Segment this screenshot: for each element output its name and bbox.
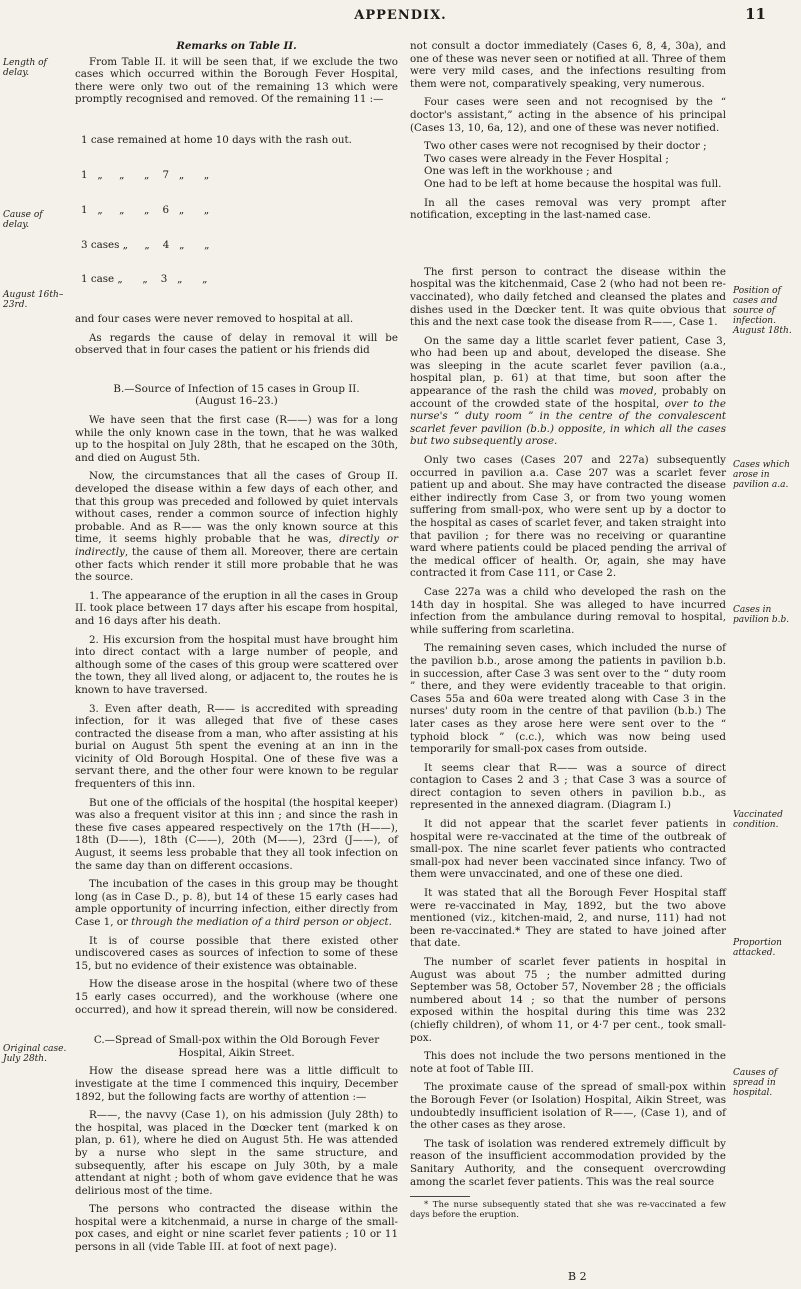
paragraph-c2: R——, the navvy (Case 1), on his admission (July 28th) to the hospital, was placed in the Dœcker tent (marked k on plan, p. 61), where he died on August 5th. He was attended by a nurse who slept in the same structure, and subsequently, after his escape on July 30th, by a male attendant at night ; both of whom gave evidence that he was delirious most of the time. [75, 1109, 398, 1197]
list-item: One had to be left at home because the hospital was full. [424, 177, 722, 190]
paragraph-b7: The incubation of the cases in this group may be thought long (as in Case D., p. 8), but 14 of these 15 early cases had ample opportunity of incurring infection, either directly from Case 1, or through the mediation of a third person or object. [75, 878, 398, 928]
margin-note-cases-pavilion-bb: Cases in pavilion b.b. [733, 605, 790, 625]
section-c-title: C.—Spread of Small-pox within the Old Borough Fever Hospital, Aikin Street. [93, 1034, 380, 1059]
paragraph-length-end: and four cases were never removed to hospital at all. [75, 313, 354, 326]
section-b-title: B.—Source of Infection of 15 cases in Group II. [113, 382, 360, 395]
paragraph-r7: Case 227a was a child who developed the rash on the 14th day in hospital. She was alleged to have incurred infection from the ambulance during removal to hospital, while suffering from scarletina. [410, 585, 726, 636]
paragraph-c1: How the disease spread here was a little difficult to investigate at the time I commenced this inquiry, December 1892, but the following facts are worthy of attention :— [75, 1065, 398, 1103]
margin-note-proportion-attacked: Proportion attacked. [733, 938, 782, 958]
paragraph-b4: 2. His excursion from the hospital must have brought him into direct contact with a large number of people, and although some of the cases of this group were scattered over the town, they all lived along, or adjacent to, the routes he is known to have traversed. [75, 633, 398, 696]
paragraph-r4: The first person to contract the disease within the hospital was the kitchenmaid, Case 2 (who had not been re-vaccinated), who daily fetched and cleansed the plates and dishes used in the Dœcker tent. It was quite obvious that this and the next case took the disease from R——, Case 1. [410, 265, 726, 329]
paragraph-r2: Four cases were seen and not recognised by the “ doctor's assistant,” acting in the absence of his principal (Cases 13, 10, 6a, 12), and one of these was never notified. [410, 96, 726, 134]
delay-table-row: 1 „ „ „ 7 „ „ [81, 168, 210, 181]
paragraph-length: From Table II. it will be seen that, if we exclude the two cases which occurred within the Borough Fever Hospital, there were only two out of the remaining 13 which were promptly recognised and removed. Of the remaining 11 :— [75, 55, 398, 106]
margin-note-cases-pavilion-aa: Cases which arose in pavilion a.a. [733, 460, 790, 490]
paragraph-cause: As regards the cause of delay in removal it will be observed that in four cases the patient or his friends did [75, 331, 398, 357]
paragraph-r15: The task of isolation was rendered extremely difficult by reason of the insufficient accommodation provided by the Sanitary Authority, and the consequent overcrowding among the scarlet fever patients. This was the real source [410, 1137, 726, 1188]
remarks-heading: Remarks on Table II. [176, 40, 297, 52]
paragraph-r11: It was stated that all the Borough Fever Hospital staff were re-vaccinated in May, 1892, but the two above mentioned (viz., kitchen-maid, 2, and nurse, 111) had not been re-vaccinated.* They are stated to have joined after that date. [410, 887, 726, 950]
paragraph-b9: How the disease arose in the hospital (where two of these 15 early cases occurred), and the workhouse (where one occurred), and how it spread therein, will now be considered. [75, 978, 398, 1016]
paragraph-c3: The persons who contracted the disease within the hospital were a kitchenmaid, a nurse in charge of the small-pox cases, and eight or nine scarlet fever patients ; 10 or 11 persons in all (vide Table III. at foot of next page). [75, 1203, 398, 1254]
paragraph-r5: On the same day a little scarlet fever patient, Case 3, who had been up and about, developed the disease. She was sleeping in the acute scarlet fever pavilion (a.a., hospital plan, p. 61) at that time, but soon after the appearance of the rash the child was moved, probably on account of the crowded state of the hospital, over to the nurse's “ duty room ” in the centre of the convalescent scarlet fever pavilion (b.b.) opposite, in which all the cases but two subsequently arose. [410, 334, 727, 448]
list-item: Two cases were already in the Fever Hospital ; [424, 152, 669, 165]
signature-mark: B 2 [568, 1270, 587, 1283]
delay-table-row: 1 „ „ „ 6 „ „ [81, 203, 210, 216]
left-column [75, 40, 398, 1260]
paragraph-b8: It is of course possible that there existed other undiscovered cases as sources of infection to some of these 15, but no evidence of their existence was obtainable. [75, 934, 398, 972]
paragraph-r1: not consult a doctor immediately (Cases 6, 8, 4, 30a), and one of these was never seen or notified at all. Three of them were very mild cases, and the infections resulting from them were not, comparatively speaking, very numerous. [410, 40, 726, 90]
margin-note-august-dates: August 16th–23rd. [3, 290, 64, 310]
paragraph-b5: 3. Even after death, R—— is accredited with spreading infection, for it was alleged that five of these cases contracted the disease from a man, who after assisting at his burial on August 5th spent the evening at an inn in the vicinity of Old Borough Hospital. One of these five was a servant there, and the other four were known to be regular frequenters of this inn. [75, 702, 398, 791]
section-b-dates: (August 16–23.) [195, 395, 278, 408]
paragraph-b3: 1. The appearance of the eruption in all the cases in Group II. took place between 17 days after his escape from hospital, and 16 days after his death. [75, 589, 398, 627]
delay-table-row: 3 cases „ „ 4 „ „ [81, 238, 210, 251]
margin-note-position-of-cases: Position of cases and source of infection. August 18th. [733, 286, 792, 336]
page-number: 11 [745, 5, 766, 23]
margin-note-length-of-delay: Length of delay. [3, 58, 47, 78]
right-column [410, 40, 726, 1226]
paragraph-b2: Now, the circumstances that all the cases of Group II. developed the disease within a few days of each other, and that this group was preceded and followed by quiet intervals without cases, render a common source of infection highly probable. And as R—— was the only known source at this time, it seems highly probable that he was, directly or indirectly, the cause of them all. Moreover, there are certain other facts which render it still more probable that he was the source. [75, 470, 398, 584]
paragraph-r14: The proximate cause of the spread of small-pox within the Borough Fever (or Isolation) Hospital, Aikin Street, was undoubtedly insufficient isolation of R——, (Case 1), and of the other cases as they arose. [410, 1081, 726, 1132]
delay-table-row: 1 case remained at home 10 days with the rash out. [81, 134, 352, 147]
paragraph-r10: It did not appear that the scarlet fever patients in hospital were re-vaccinated at the time of the outbreak of small-pox. The nine scarlet fever patients who contracted small-pox had never been vaccinated since infancy. Two of them were unvaccinated, and one of these one died. [410, 818, 726, 881]
footnote-rule [410, 1196, 470, 1197]
list-item: Two other cases were not recognised by their doctor ; [424, 140, 707, 153]
paragraph-b1: We have seen that the first case (R——) was for a long while the only known case in the town, that he was walked up to the hospital on July 28th, that he escaped on the 30th, and died on August 5th. [75, 414, 398, 464]
margin-note-vaccinated-condition: Vaccinated condition. [733, 810, 783, 830]
delay-reasons-list [410, 140, 726, 190]
paragraph-r12: The number of scarlet fever patients in hospital in August was about 75 ; the number admitted during September was 58, October 57, November 28 ; the officials numbered about 14 ; so that the number of persons exposed within the hospital during this time was 232 (chiefly children), of whom 11, or 4·7 per cent., took small-pox. [410, 956, 726, 1044]
margin-note-causes-of-spread: Causes of spread in hospital. [733, 1068, 778, 1098]
paragraph-b6: But one of the officials of the hospital (the hospital keeper) was also a frequent visitor at this inn ; and since the rash in these five cases appeared respectively on the 17th (H——), 18th (D——), 18th (C——), 20th (M——), 23rd (J——), of August, it seems less probable that they all took infection on the same day than on different occasions. [75, 796, 398, 872]
delay-table [81, 112, 398, 309]
page-header-title: APPENDIX. [354, 8, 447, 23]
delay-table-row: 1 case „ „ 3 „ „ [81, 273, 208, 286]
paragraph-r9: It seems clear that R—— was a source of direct contagion to Cases 2 and 3 ; that Case 3 was a source of direct contagion to seven others in pavilion b.b., as represented in the annexed diagram. (Diagram I.) [410, 761, 726, 812]
paragraph-r13: This does not include the two persons mentioned in the note at foot of Table III. [410, 1050, 726, 1075]
paragraph-r6: Only two cases (Cases 207 and 227a) subsequently occurred in pavilion a.a. Case 207 was a scarlet fever patient up and about. She may have contracted the disease either indirectly from Case 3, or from two young women suffering from small-pox, who were sent up by a doctor to the hospital as cases of scarlet fever, and taken straight into that pavilion ; for there was no receiving or quarantine ward where patients could be placed pending the arrival of the medical officer of health. Or, again, she may have contracted it from Case 111, or Case 2. [410, 454, 726, 580]
margin-note-cause-of-delay: Cause of delay. [3, 210, 43, 230]
footnote: * The nurse subsequently stated that she was re-vaccinated a few days before the eruption. [410, 1200, 726, 1221]
list-item: One was left in the workhouse ; and [424, 165, 613, 178]
paragraph-r3: In all the cases removal was very prompt after notification, excepting in the last-named case. [410, 196, 726, 222]
margin-note-original-case: Original case. July 28th. [3, 1044, 67, 1064]
paragraph-r8: The remaining seven cases, which included the nurse of the pavilion b.b., arose among the patients in pavilion b.b. in succession, after Case 3 was sent over to the “ duty room ” there, and they were evidently traceable to that origin. Cases 55a and 60a were treated along with Case 3 in the nurses' duty room in the centre of that pavilion (b.b.) The later cases as they arose here were sent over to the “ typhoid block ” (c.c.), which was now being used temporarily for small-pox cases from outside. [410, 642, 726, 756]
